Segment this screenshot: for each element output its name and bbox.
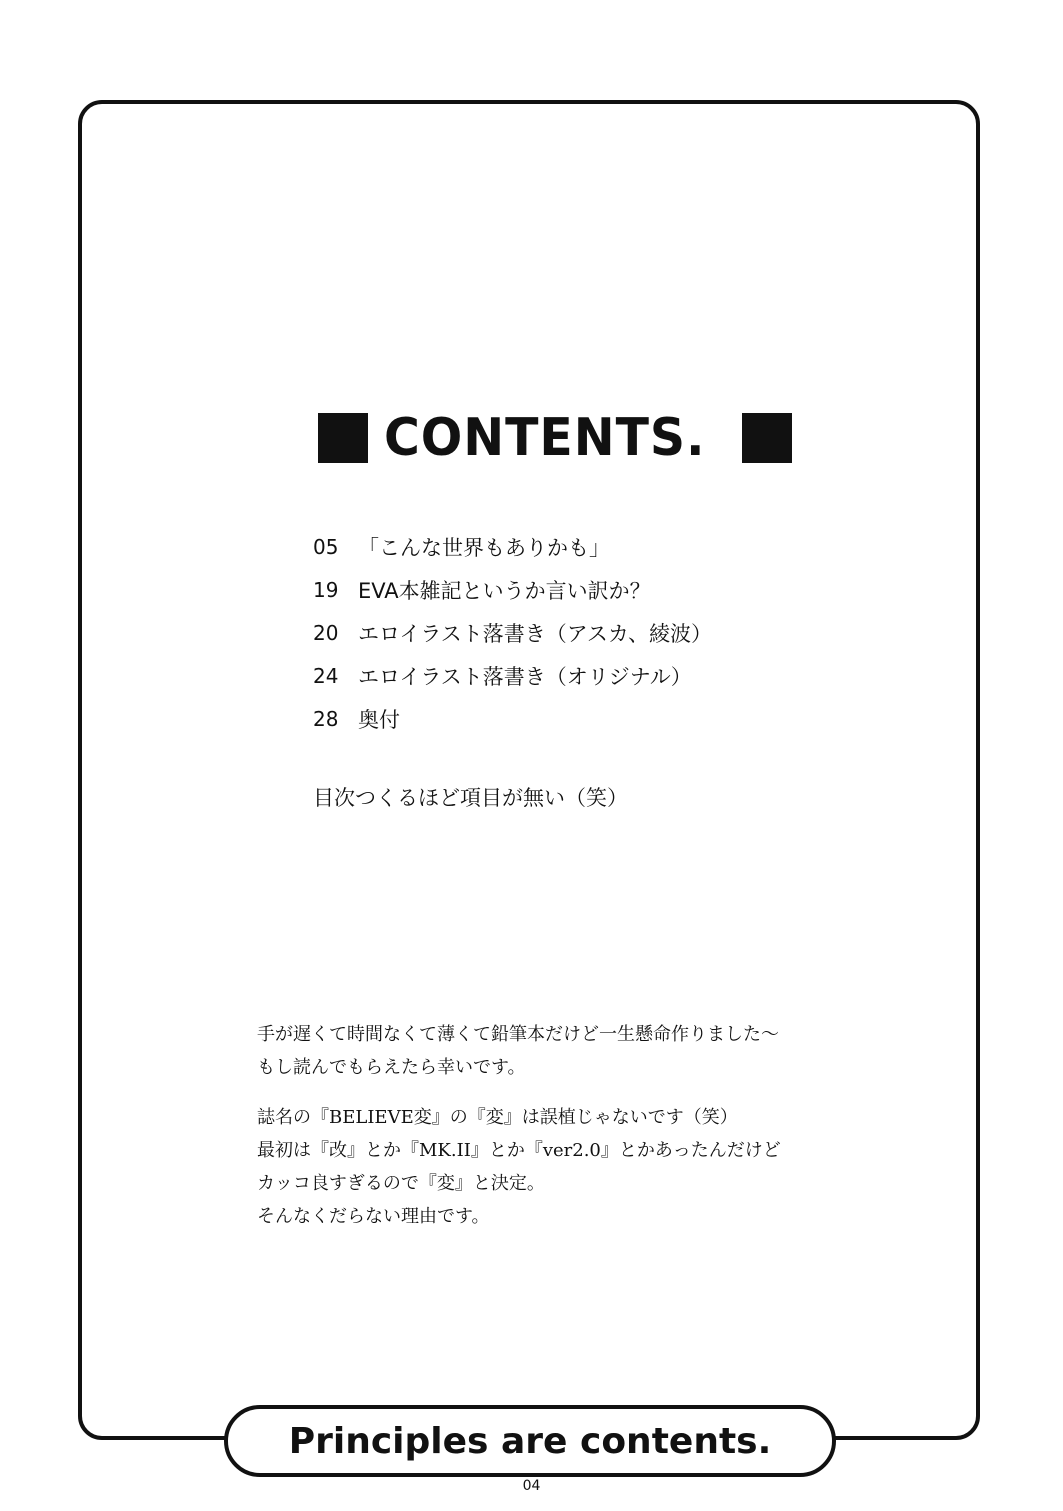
- toc-item: [313, 568, 813, 611]
- toc-label: 奥付: [358, 707, 400, 732]
- toc-page-number: 28: [313, 706, 339, 731]
- paragraph-line: 最初は『改』とか『MK.II』とか『ver2.0』とかあったんだけど: [257, 1140, 781, 1161]
- paragraph-line: そんなくだらない理由です。: [257, 1206, 490, 1227]
- square-bullet-icon: [318, 413, 368, 463]
- toc-list: [313, 525, 813, 740]
- paragraph-line: 手が遅くて時間なくて薄くて鉛筆本だけど一生懸命作りました～: [257, 1024, 779, 1045]
- contents-title: CONTENTS.: [384, 408, 706, 468]
- afterword-paragraph-1: [257, 1018, 779, 1084]
- afterword-paragraph-2: [257, 1101, 781, 1233]
- toc-page-number: 05: [313, 534, 339, 559]
- toc-label: EVA本雑記というか言い訳か？: [358, 578, 651, 603]
- page-number: 04: [522, 1478, 541, 1494]
- square-bullet-icon: [742, 413, 792, 463]
- toc-item: [313, 611, 813, 654]
- toc-label: エロイラスト落書き（アスカ、綾波）: [358, 621, 713, 646]
- paragraph-line: もし読んでもらえたら幸いです。: [257, 1057, 526, 1078]
- footer-banner: [224, 1405, 836, 1477]
- toc-item: [313, 697, 813, 740]
- paragraph-line: 誌名の『BELIEVE変』の『変』は誤植じゃないです（笑）: [257, 1107, 738, 1128]
- toc-item: [313, 654, 813, 697]
- paragraph-line: カッコ良すぎるので『変』と決定。: [257, 1173, 545, 1194]
- toc-note: 目次つくるほど項目が無い（笑）: [313, 786, 628, 810]
- contents-heading: [318, 408, 778, 468]
- toc-page-number: 19: [313, 577, 339, 602]
- toc-label: 「こんな世界もありかも」: [358, 535, 610, 560]
- toc-page-number: 24: [313, 663, 339, 688]
- toc-page-number: 20: [313, 620, 339, 645]
- toc-item: [313, 525, 813, 568]
- page-frame: [78, 100, 980, 1440]
- footer-banner-text: Principles are contents.: [288, 1420, 772, 1462]
- toc-label: エロイラスト落書き（オリジナル）: [358, 664, 692, 689]
